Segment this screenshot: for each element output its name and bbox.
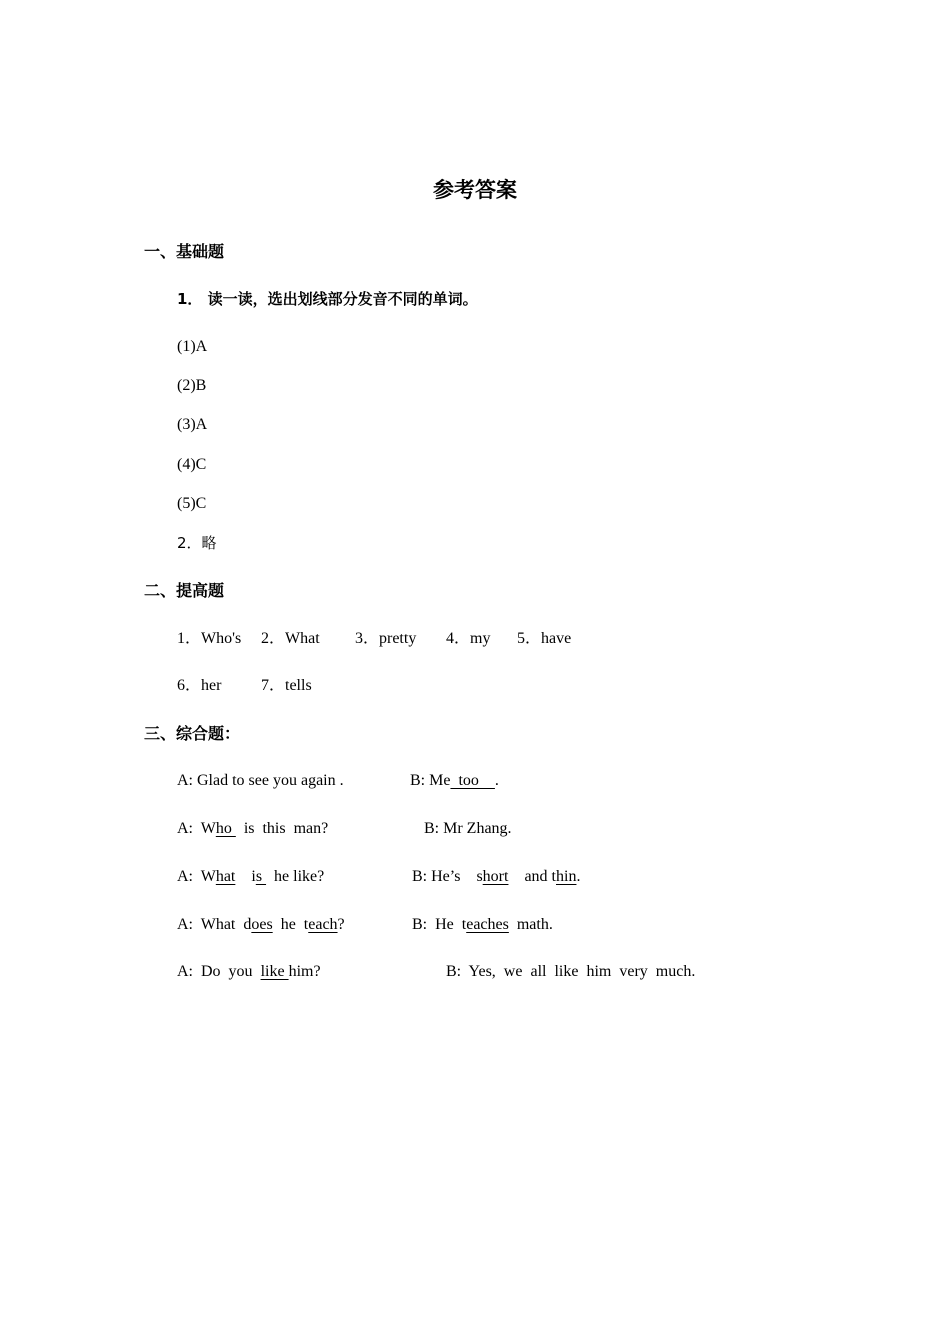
dialogue-1-b: B: Me too . [410,772,499,789]
answer-4: (4)C [177,456,207,473]
answer-2: (2)B [177,377,207,394]
dialogue-2-a: A: Who is this man? [177,820,329,837]
answer-5: (5)C [177,495,207,512]
blank: hat [215,868,236,885]
dialogue-4-b: B: He teaches math. [412,916,553,933]
dialogue-4-a: A: What does he teach? [177,916,345,933]
blank: s [255,868,267,885]
question-2-answer: 2．略 [177,534,217,552]
question-1-heading: 1． 读一读，选出划线部分发音不同的单词。 [177,290,478,308]
blank: ho [215,820,236,837]
answer-1: (1)A [177,338,208,355]
advanced-answer-1: 1．Who's [177,630,242,647]
advanced-answer-4: 4．my [446,630,491,647]
advanced-answer-2: 2．What [261,630,320,647]
dialogue-1-a: A: Glad to see you again . [177,772,344,789]
advanced-answer-5: 5．have [517,630,572,647]
page-title: 参考答案 [433,178,517,202]
dialogue-5-a: A: Do you like him? [177,963,321,980]
advanced-answer-7: 7．tells [261,677,312,694]
dialogue-3-a: A: What is he like? [177,868,325,885]
blank: too [450,772,495,789]
blank: hin [556,868,577,885]
advanced-answer-6: 6．her [177,677,222,694]
dialogue-2-b: B: Mr Zhang. [424,820,512,837]
dialogue-3-b: B: He’s short and thin. [412,868,581,885]
section-heading-comprehensive: 三、综合题： [144,724,241,743]
blank: eaches [466,916,509,933]
dialogue-5-b: B: Yes, we all like him very much. [446,963,696,980]
advanced-answer-3: 3．pretty [355,630,417,647]
blank: each [308,916,338,933]
blank: oes [251,916,273,933]
blank: hort [482,868,509,885]
answer-3: (3)A [177,416,208,433]
section-heading-basic: 一、基础题 [144,242,225,261]
section-heading-advanced: 二、提高题 [144,581,225,600]
blank: like [260,963,289,980]
